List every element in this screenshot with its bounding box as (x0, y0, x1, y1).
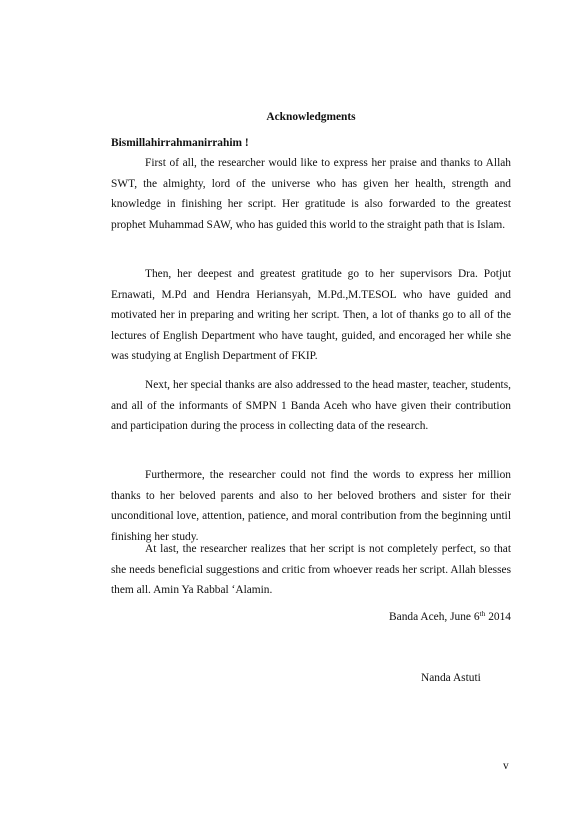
paragraph-closing: At last, the researcher realizes that her script is not completely perfect, so that she needs beneficial suggestions and critic from whoever reads her script. Allah blesses them all. Amin Ya Rabbal ‘Alamin. (111, 543, 511, 597)
paragraph-family-thanks: Furthermore, the researcher could not find the words to express her million thanks to her beloved parents and also to her beloved brothers and sister for their unconditional love, attention, patience, and moral contribution from the beginning until finishing her study. (111, 469, 511, 543)
date-ordinal-suffix: th (479, 609, 486, 618)
page-number: v (503, 760, 509, 772)
salutation: Bismillahirrahmanirrahim ! (111, 137, 249, 149)
signer-name: Nanda Astuti (421, 672, 481, 684)
place-date-line (389, 610, 511, 624)
page-title: Acknowledgments (266, 111, 356, 123)
date-year: 2014 (485, 611, 511, 623)
paragraph-supervisors: Then, her deepest and greatest gratitude go to her supervisors Dra. Potjut Ernawati, M.Pd and Hendra Heriansyah, M.Pd.,M.TESOL who have guided and motivated her in preparing and writing her script. Then, a lot of thanks go to all of the lectures of English Department who have taught, guided, and encoraged her while she was studying at English Department of FKIP. (111, 268, 511, 363)
date-prefix: Banda Aceh, June 6 (389, 611, 480, 623)
paragraph-school-thanks: Next, her special thanks are also addressed to the head master, teacher, students, and all of the informants of SMPN 1 Banda Aceh who have given their contribution and participation during the process in collecting data of the research. (111, 379, 511, 433)
paragraph-praise: First of all, the researcher would like to express her praise and thanks to Allah SWT, the almighty, lord of the universe who has given her health, strength and knowledge in finishing her script. Her gratitude is also forwarded to the greatest prophet Muhammad SAW, who has guided this world to the straight path that is Islam. (111, 157, 511, 231)
